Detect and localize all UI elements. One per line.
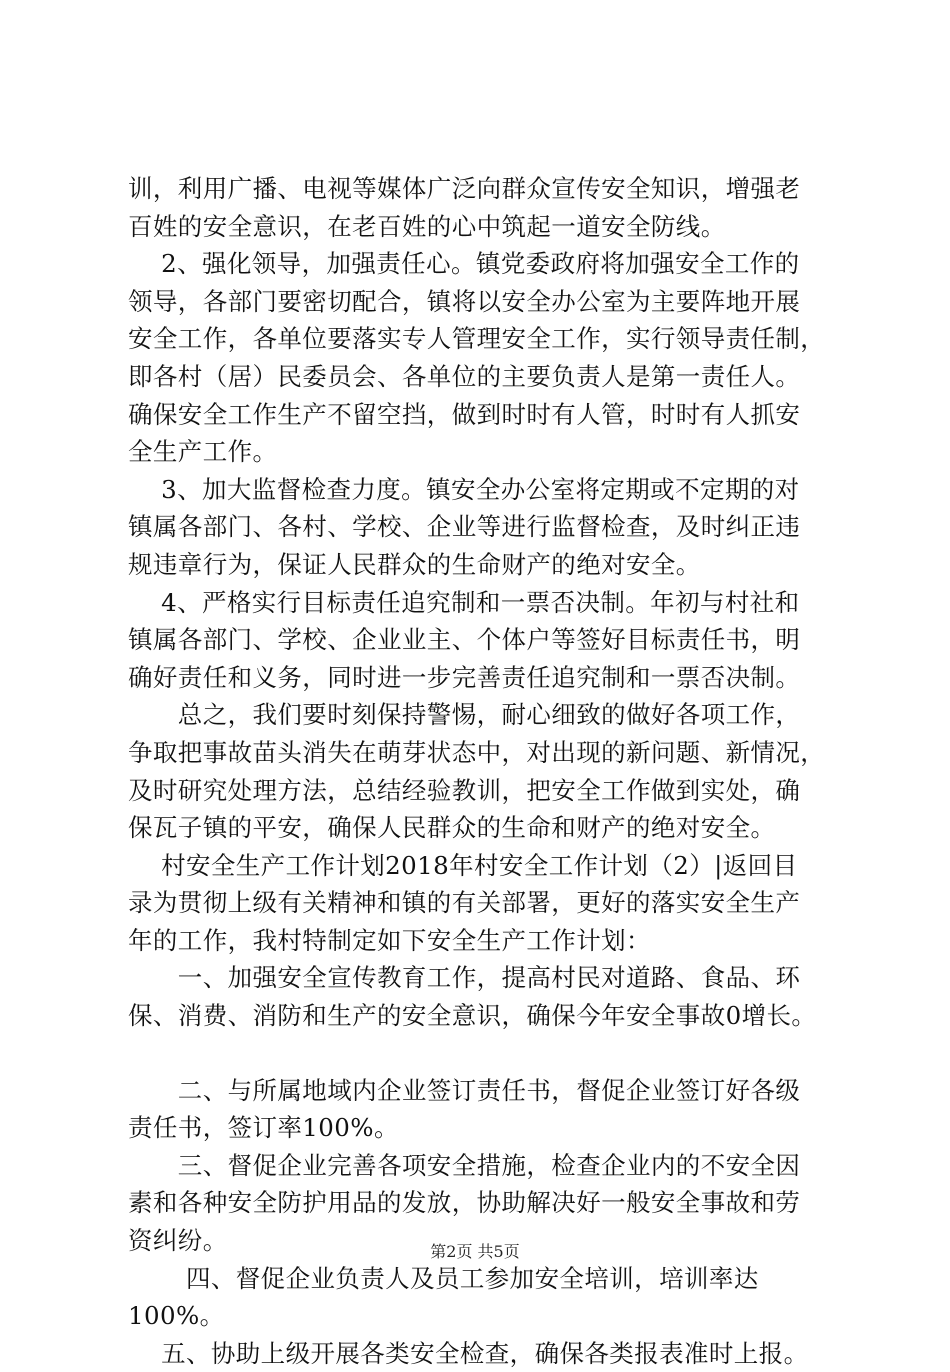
text-line: 安全工作，各单位要落实专人管理安全工作，实行领导责任制， <box>128 324 826 354</box>
text-line: 训，利用广播、电视等媒体广泛向群众宣传安全知识，增强老 <box>128 174 801 203</box>
text-line: 五、协助上级开展各类安全检查，确保各类报表准时上报。 <box>128 1338 809 1368</box>
text-line: 确好责任和义务，同时进一步完善责任追究制和一票否决制。 <box>128 662 801 692</box>
page-footer: 第2页 共5页 <box>430 1242 520 1261</box>
text-line: 百姓的安全意识，在老百姓的心中筑起一道安全防线。 <box>128 211 726 241</box>
text-line: 三、督促企业完善各项安全措施，检查企业内的不安全因 <box>128 1150 801 1180</box>
text-line: 责任书，签订率100%。 <box>128 1113 399 1143</box>
blank-line <box>128 1035 840 1072</box>
text-line: 争取把事故苗头消失在萌芽状态中，对出现的新问题、新情况， <box>128 737 826 767</box>
text-line: 年的工作，我村特制定如下安全生产工作计划： <box>128 925 651 955</box>
text-line: 录为贯彻上级有关精神和镇的有关部署，更好的落实安全生产 <box>128 888 801 918</box>
text-line: 资纠纷。 <box>128 1226 228 1256</box>
text-line: 素和各种安全防护用品的发放，协助解决好一般安全事故和劳 <box>128 1188 801 1218</box>
text-line: 2、强化领导，加强责任心。镇党委政府将加强安全工作的 <box>128 249 800 279</box>
text-line: 及时研究处理方法，总结经验教训，把安全工作做到实处，确 <box>128 775 801 805</box>
document-body <box>128 170 840 1372</box>
text-line: 领导，各部门要密切配合，镇将以安全办公室为主要阵地开展 <box>128 286 801 316</box>
text-line: 保、消费、消防和生产的安全意识，确保今年安全事故0增长。 <box>128 1001 817 1031</box>
text-line: 镇属各部门、学校、企业业主、个体户等签好目标责任书，明 <box>128 625 801 655</box>
text-line: 4、严格实行目标责任追究制和一票否决制。年初与村社和 <box>128 587 800 617</box>
text-line: 四、督促企业负责人及员工参加安全培训，培训率达 <box>128 1263 759 1293</box>
text-line: 二、与所属地域内企业签订责任书，督促企业签订好各级 <box>128 1075 801 1105</box>
text-line: 一、加强安全宣传教育工作，提高村民对道路、食品、环 <box>128 963 801 993</box>
text-line: 总之，我们要时刻保持警惕，耐心细致的做好各项工作， <box>128 700 801 730</box>
text-line: 村安全生产工作计划2018年村安全工作计划（2）|返回目 <box>128 850 798 880</box>
text-line: 即各村（居）民委员会、各单位的主要负责人是第一责任人。 <box>128 361 801 391</box>
text-line: 保瓦子镇的平安，确保人民群众的生命和财产的绝对安全。 <box>128 813 776 843</box>
text-line: 规违章行为，保证人民群众的生命财产的绝对安全。 <box>128 549 701 579</box>
text-line: 镇属各部门、各村、学校、企业等进行监督检查，及时纠正违 <box>128 512 801 542</box>
text-line: 全生产工作。 <box>128 437 278 467</box>
text-line: 100%。 <box>128 1301 225 1331</box>
text-line: 3、加大监督检查力度。镇安全办公室将定期或不定期的对 <box>128 474 800 504</box>
text-line: 确保安全工作生产不留空挡，做到时时有人管，时时有人抓安 <box>128 399 801 429</box>
